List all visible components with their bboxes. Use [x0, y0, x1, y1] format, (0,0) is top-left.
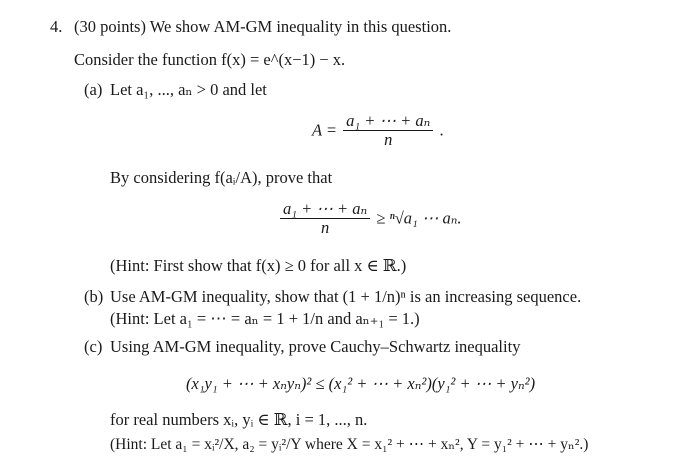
part-b-statement: Use AM-GM inequality, show that (1 + 1/n)ⁿ is an increasing sequence. [110, 287, 582, 306]
mean-numerator: a₁ + ⋯ + aₙ [343, 112, 433, 131]
amgm-fraction [280, 200, 370, 237]
mean-lhs: A = [312, 120, 338, 140]
mean-definition [312, 112, 444, 149]
amgm-denominator: n [320, 218, 330, 237]
part-c-hint: (Hint: Let a₁ = xᵢ²/X, a₂ = yᵢ²/Y where X = x₁² + ⋯ + xₙ², Y = y₁² + ⋯ + yₙ².) [110, 436, 589, 453]
amgm-numerator: a₁ + ⋯ + aₙ [280, 200, 370, 219]
part-b-hint: (Hint: Let a₁ = ⋯ = aₙ = 1 + 1/n and aₙ₊₁ = 1.) [110, 309, 420, 328]
part-a-label: (a) [84, 80, 103, 99]
amgm-rhs: ≥ ⁿ√a₁ ⋯ aₙ. [376, 208, 462, 228]
part-c-condition: for real numbers xᵢ, yᵢ ∈ ℝ, i = 1, ..., n. [110, 410, 368, 429]
amgm-inequality [278, 200, 462, 237]
part-c-statement: Using AM-GM inequality, prove Cauchy–Schwartz inequality [110, 337, 521, 356]
part-a-hint: (Hint: First show that f(x) ≥ 0 for all x ∈ ℝ.) [110, 256, 407, 275]
part-c-label: (c) [84, 337, 103, 356]
mean-tail: . [439, 120, 444, 140]
question-header: (30 points) We show AM-GM inequality in this question. [74, 17, 452, 36]
part-a-statement: Let a₁, ..., aₙ > 0 and let [110, 80, 267, 99]
mean-denominator: n [384, 130, 393, 149]
part-a-consider: By considering f(aᵢ/A), prove that [110, 168, 333, 187]
part-b-label: (b) [84, 287, 104, 306]
question-number: 4. [50, 17, 63, 36]
cauchy-schwarz-inequality: (x₁y₁ + ⋯ + xₙyₙ)² ≤ (x₁² + ⋯ + xₙ²)(y₁² + ⋯ + yₙ²) [186, 374, 536, 393]
function-definition: Consider the function f(x) = e^(x−1) − x. [74, 50, 346, 69]
mean-fraction [343, 112, 433, 149]
